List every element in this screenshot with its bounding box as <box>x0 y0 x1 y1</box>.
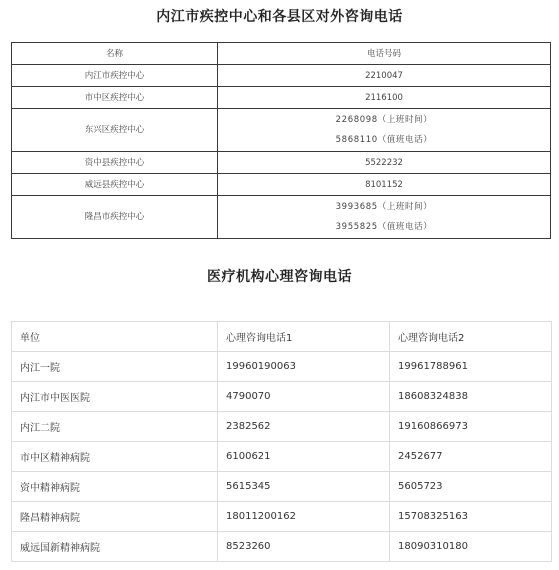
unit-name: 市中区精神病院 <box>12 442 218 472</box>
phone-2: 5605723 <box>390 472 552 502</box>
phone-cell <box>218 109 551 152</box>
phone-cell <box>218 196 551 239</box>
unit-name: 资中精神病院 <box>12 472 218 502</box>
unit-name: 市中区疾控中心 <box>12 87 218 109</box>
unit-name: 内江一院 <box>12 352 218 382</box>
table-row <box>12 174 551 196</box>
table-header-row <box>12 43 551 65</box>
table-row <box>12 352 552 382</box>
unit-name: 威远国新精神病院 <box>12 532 218 562</box>
phone-1: 4790070 <box>218 382 390 412</box>
header-phone: 电话号码 <box>218 43 551 65</box>
phone-2: 19160866973 <box>390 412 552 442</box>
unit-name: 威远县疾控中心 <box>12 174 218 196</box>
table-row <box>12 472 552 502</box>
unit-name: 隆昌精神病院 <box>12 502 218 532</box>
header-phone-2: 心理咨询电话2 <box>390 322 552 352</box>
unit-name: 资中县疾控中心 <box>12 152 218 174</box>
table-row <box>12 152 551 174</box>
disease-control-phones-title: 内江市疾控中心和各县区对外咨询电话 <box>156 9 403 25</box>
table-row <box>12 196 551 239</box>
phone-1: 19960190063 <box>218 352 390 382</box>
header-name: 名称 <box>12 43 218 65</box>
header-unit: 单位 <box>12 322 218 352</box>
psych-consult-phones-table <box>11 321 552 562</box>
table-row <box>12 382 552 412</box>
table-row <box>12 532 552 562</box>
disease-control-phones-table <box>11 42 551 239</box>
phone-number: 2116100 <box>218 87 551 109</box>
phone-1: 18011200162 <box>218 502 390 532</box>
phone-1: 5615345 <box>218 472 390 502</box>
header-phone-1: 心理咨询电话1 <box>218 322 390 352</box>
table-row <box>12 502 552 532</box>
phone-number: 5868110（值班电话） <box>335 135 433 145</box>
phone-1: 8523260 <box>218 532 390 562</box>
table-row <box>12 65 551 87</box>
phone-number: 3955825（值班电话） <box>335 222 433 232</box>
phone-number: 2210047 <box>218 65 551 87</box>
table-row <box>12 442 552 472</box>
unit-name: 内江二院 <box>12 412 218 442</box>
psych-consult-phones-title: 医疗机构心理咨询电话 <box>207 269 352 285</box>
unit-name: 隆昌市疾控中心 <box>12 196 218 239</box>
phone-number: 2268098（上班时间） <box>335 115 433 125</box>
table-header-row <box>12 322 552 352</box>
phone-2: 19961788961 <box>390 352 552 382</box>
unit-name: 内江市中医医院 <box>12 382 218 412</box>
table-row <box>12 412 552 442</box>
phone-2: 15708325163 <box>390 502 552 532</box>
phone-number: 8101152 <box>218 174 551 196</box>
unit-name: 东兴区疾控中心 <box>12 109 218 152</box>
unit-name: 内江市疾控中心 <box>12 65 218 87</box>
phone-number: 5522232 <box>218 152 551 174</box>
phone-2: 2452677 <box>390 442 552 472</box>
table-row <box>12 87 551 109</box>
table-row <box>12 109 551 152</box>
phone-2: 18090310180 <box>390 532 552 562</box>
phone-number: 3993685（上班时间） <box>335 202 433 212</box>
phone-1: 2382562 <box>218 412 390 442</box>
phone-2: 18608324838 <box>390 382 552 412</box>
phone-1: 6100621 <box>218 442 390 472</box>
